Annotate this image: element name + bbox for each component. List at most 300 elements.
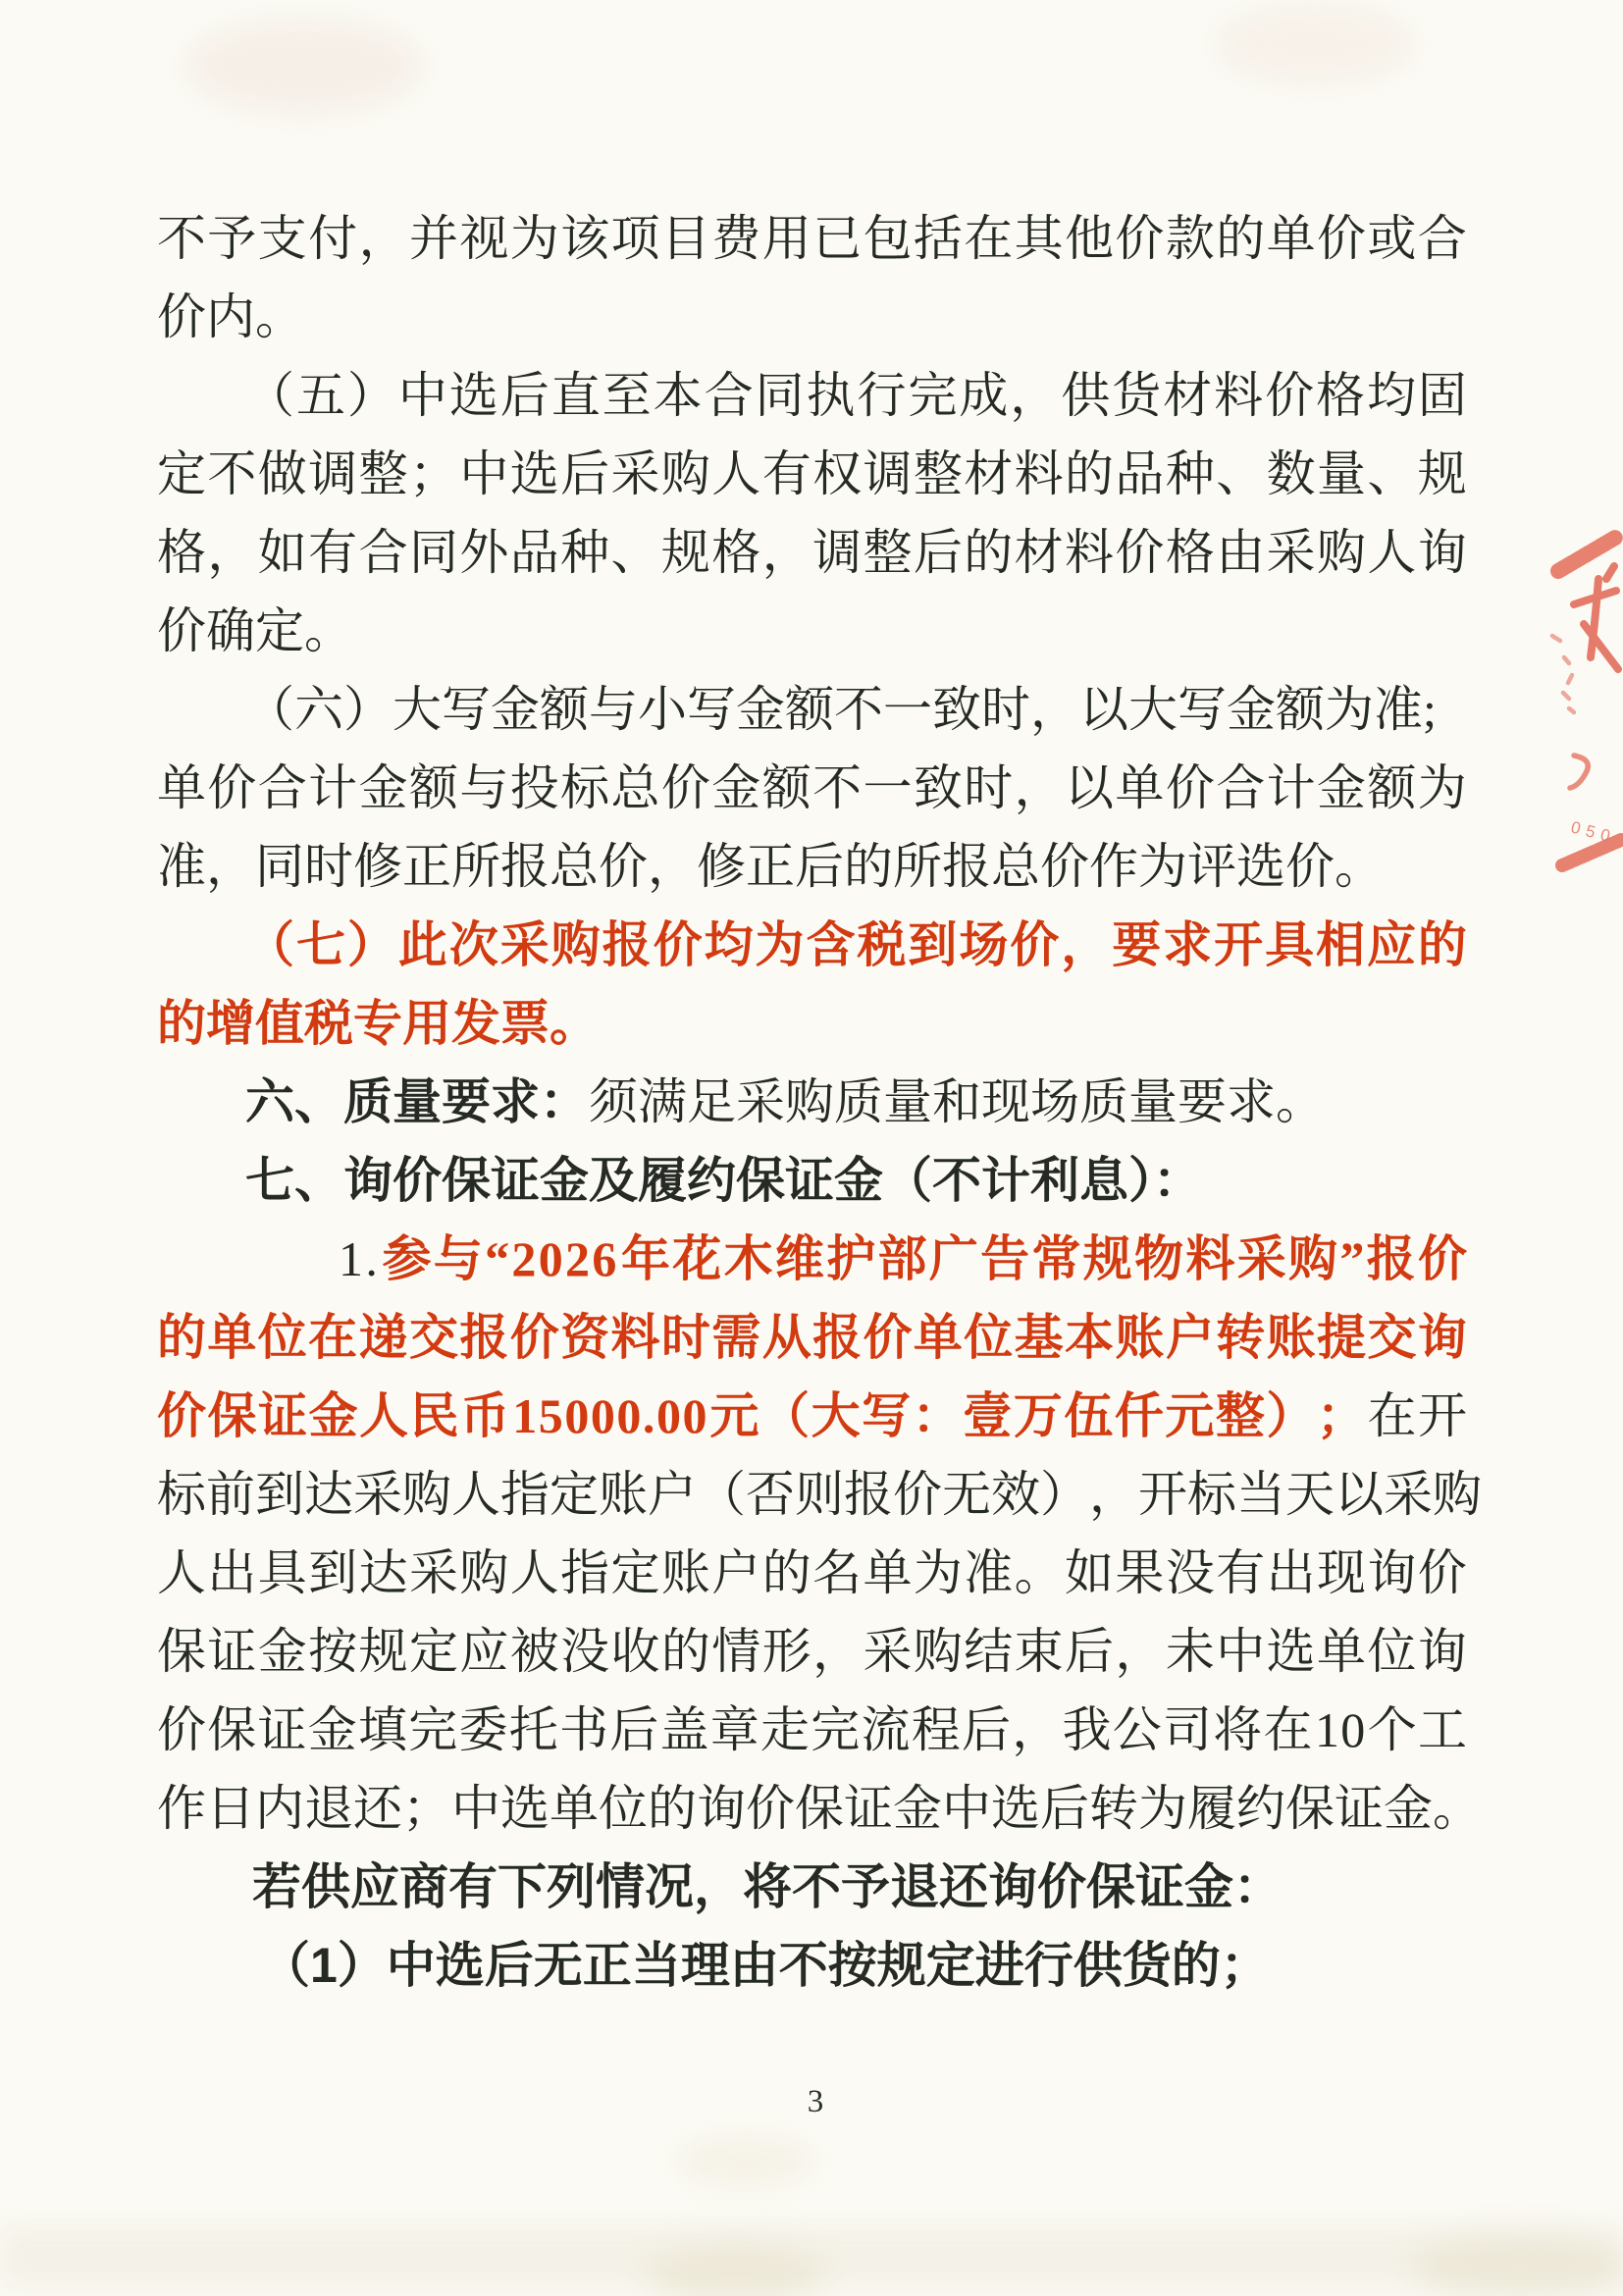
text-run: 到: [908, 917, 958, 972]
text-run: 料: [610, 1310, 660, 1365]
text-run: 的增值税专用发票。: [157, 996, 599, 1051]
text-line: [157, 1377, 1467, 1455]
document-lines: [157, 199, 1482, 2005]
text-run: 人: [509, 1545, 559, 1600]
text-run: 币: [460, 1388, 510, 1443]
text-run: 须满足采购质量和现场质量要求。: [589, 1074, 1325, 1129]
text-run: 流: [861, 1702, 911, 1757]
text-run: 收: [610, 1624, 660, 1679]
text-run: 中: [397, 368, 447, 423]
text-run: 前: [206, 1467, 255, 1522]
text-line: [157, 435, 1467, 513]
text-run: 书: [559, 1702, 608, 1757]
text-run: 位: [257, 1310, 307, 1365]
text-run: 次: [448, 917, 498, 972]
text-run: 准，同时修正所报总价，修正后的所报总价作为评选价。: [157, 839, 1384, 894]
text-line: [157, 1063, 1467, 1141]
text-run: 款: [1165, 211, 1215, 266]
text-run: 致: [913, 760, 963, 815]
text-run: 单: [1266, 211, 1316, 266]
text-run: 权: [812, 446, 863, 501]
text-run: 情: [711, 1624, 761, 1679]
text-run: 定: [610, 1545, 660, 1600]
text-run: 料: [1065, 525, 1115, 580]
text-run: 到: [255, 1467, 304, 1522]
text-run: 为: [1417, 760, 1467, 815]
text-run: .: [642, 1388, 655, 1443]
text-run: 0: [616, 1388, 642, 1443]
text-run: 价: [1265, 368, 1315, 423]
text-run: ”: [1339, 1231, 1365, 1286]
text-run: 做: [257, 446, 307, 501]
text-run: 天: [1285, 1467, 1335, 1522]
text-run: 采: [1384, 1467, 1433, 1522]
text-run: 有: [761, 446, 812, 501]
text-run: 报: [602, 917, 652, 972]
text-run: 采: [1236, 1231, 1286, 1286]
text-run: ）: [1040, 1467, 1089, 1522]
text-run: 采: [610, 446, 660, 501]
text-run: 采: [1266, 525, 1316, 580]
text-run: （: [697, 1467, 746, 1522]
text-line: [157, 592, 1467, 670]
text-run: 料: [1014, 446, 1064, 501]
text-run: 本: [653, 368, 703, 423]
text-run: 果: [1115, 1545, 1165, 1600]
text-run: 七、询价保证金及履约保证金（不计利息）：: [245, 1153, 1202, 1208]
scan-smudge-bottom-right: [1413, 2237, 1623, 2296]
text-run: 行: [857, 368, 907, 423]
text-run: 固: [1417, 368, 1467, 423]
text-run: 采: [353, 1467, 402, 1522]
text-run: 证: [258, 1388, 308, 1443]
text-run: 此: [397, 917, 447, 972]
text-run: 计: [1266, 760, 1316, 815]
text-run: 单: [913, 1310, 963, 1365]
text-run: 交: [1367, 1310, 1417, 1365]
text-run: 名: [812, 1545, 863, 1600]
text-run: 价: [509, 1310, 559, 1365]
text-run: 询: [1417, 1310, 1467, 1365]
text-run: 准: [964, 1545, 1014, 1600]
text-run: ，: [1061, 917, 1111, 972]
text-run: 有: [308, 525, 358, 580]
text-line: [157, 1769, 1482, 1848]
text-run: 证: [207, 1624, 257, 1679]
text-run: 材: [964, 446, 1014, 501]
text-run: 材: [1163, 368, 1213, 423]
text-run: 若供应商有下列情况，将不予退还询价保证金：: [252, 1859, 1283, 1914]
text-run: 填: [358, 1702, 407, 1757]
text-run: 的: [1065, 446, 1115, 501]
text-run: 由: [1216, 525, 1266, 580]
text-run: ，: [1012, 1702, 1062, 1757]
text-run: 价: [157, 1702, 206, 1757]
text-run: 价: [207, 760, 257, 815]
text-run: 七: [295, 917, 345, 972]
text-run: 提: [1316, 1310, 1366, 1365]
text-run: 价: [1165, 760, 1215, 815]
text-run: 金: [358, 760, 408, 815]
text-run: 元: [709, 1388, 759, 1443]
text-run: 公: [1112, 1702, 1162, 1757]
text-run: 出: [207, 1545, 257, 1600]
text-line: [157, 356, 1467, 435]
text-run: 、: [1367, 446, 1417, 501]
text-run: 作日内退还；中选单位的询价保证金中选后转为履约保证金。: [157, 1781, 1482, 1836]
text-run: ，: [1010, 368, 1060, 423]
text-run: 户: [648, 1467, 697, 1522]
text-run: ：: [912, 1388, 962, 1443]
text-run: 询: [1367, 1545, 1417, 1600]
text-run: 、: [1216, 446, 1266, 501]
text-run: .: [365, 1231, 378, 1286]
text-run: 出: [1266, 1545, 1316, 1600]
text-run: 写: [862, 1388, 912, 1443]
text-run: ，: [1014, 760, 1064, 815]
text-run: 时: [660, 1310, 710, 1365]
text-run: 合: [257, 760, 307, 815]
text-run: 购: [1288, 1231, 1337, 1286]
text-run: 额: [761, 760, 812, 815]
text-run: 的: [660, 1624, 710, 1679]
text-run: 中: [1216, 1624, 1266, 1679]
text-run: 个: [1367, 1702, 1417, 1757]
text-run: 应: [1366, 917, 1416, 972]
text-run: 外: [459, 525, 509, 580]
text-run: 户: [711, 1545, 761, 1600]
text-line: [157, 1926, 1467, 2005]
text-run: ）: [346, 368, 396, 423]
text-run: 6: [592, 1231, 617, 1286]
text-run: 章: [709, 1702, 759, 1757]
text-run: （六）大写金额与小写金额不一致时，以大写金额为准;: [245, 682, 1437, 737]
text-run: 人: [451, 1467, 500, 1522]
text-line: [157, 827, 1467, 906]
text-run: 告: [980, 1231, 1030, 1286]
text-run: 1: [512, 1388, 538, 1443]
text-line: [157, 513, 1467, 592]
page-number: 3: [807, 2084, 824, 2119]
text-run: 元: [1165, 1388, 1215, 1443]
text-line: [157, 1220, 1467, 1298]
text-run: 予: [207, 211, 257, 266]
text-run: 量: [1316, 446, 1366, 501]
text-line: [157, 1298, 1467, 1377]
text-run: 额: [408, 760, 458, 815]
text-run: 在: [1263, 1702, 1313, 1757]
text-run: 视: [459, 211, 509, 266]
text-run: 司: [1163, 1702, 1212, 1757]
text-run: 后: [609, 1702, 659, 1757]
text-run: 标: [1187, 1467, 1236, 1522]
text-line: [157, 199, 1467, 278]
text-run: 报: [1366, 1231, 1416, 1286]
text-run: 整: [913, 446, 963, 501]
text-run: 一: [863, 760, 913, 815]
text-run: 调: [812, 525, 863, 580]
text-run: 格: [1316, 368, 1366, 423]
text-run: 人: [157, 1545, 206, 1600]
text-run: 料: [1185, 1231, 1235, 1286]
text-run: 托: [508, 1702, 558, 1757]
text-run: （: [245, 917, 294, 972]
text-run: 括: [913, 211, 963, 266]
text-run: 被: [509, 1624, 559, 1679]
text-run: 维: [774, 1231, 824, 1286]
text-run: 伍: [1064, 1388, 1114, 1443]
text-run: 2: [565, 1231, 590, 1286]
text-run: 年: [620, 1231, 670, 1286]
text-run: 从: [761, 1310, 812, 1365]
text-line: [157, 1455, 1482, 1534]
text-run: ，: [1115, 1624, 1165, 1679]
text-run: 形: [761, 1624, 812, 1679]
text-run: 调: [308, 446, 358, 501]
text-run: 种: [1165, 446, 1215, 501]
text-run: 位: [964, 1310, 1014, 1365]
text-run: 在: [1367, 1388, 1417, 1443]
text-run: 要: [1112, 917, 1162, 972]
text-run: 购: [459, 1545, 509, 1600]
text-line: [157, 1848, 1467, 1926]
text-run: 付: [308, 211, 358, 266]
text-run: 单: [207, 1310, 257, 1365]
text-run: 合: [1417, 211, 1467, 266]
text-run: 数: [1266, 446, 1316, 501]
text-run: 费: [711, 211, 761, 266]
text-run: 均: [704, 917, 754, 972]
text-run: 同: [408, 525, 458, 580]
text-run: 开: [1214, 917, 1264, 972]
text-run: 直: [550, 368, 601, 423]
text-run: ；: [408, 446, 458, 501]
text-run: 采: [499, 917, 550, 972]
text-run: 采: [863, 1624, 913, 1679]
text-run: 标: [560, 760, 610, 815]
text-run: 价: [1115, 211, 1165, 266]
text-run: 价: [157, 1388, 206, 1443]
text-run: 料: [1214, 368, 1264, 423]
text-run: 总: [610, 760, 660, 815]
text-line: [157, 1612, 1467, 1691]
text-run: 金: [307, 1702, 357, 1757]
text-run: 购: [550, 917, 601, 972]
scan-smudge-top-left: [186, 20, 422, 113]
text-line: [157, 984, 1467, 1063]
text-run: 项: [610, 211, 660, 266]
text-run: 定: [550, 1467, 599, 1522]
text-run: 没: [560, 1624, 610, 1679]
text-run: 后: [913, 525, 963, 580]
text-run: 询: [1417, 1624, 1467, 1679]
text-run: 递: [358, 1310, 408, 1365]
text-run: 场: [959, 917, 1009, 972]
text-run: 价: [660, 760, 710, 815]
text-run: 后: [962, 1702, 1011, 1757]
text-run: 时: [964, 760, 1014, 815]
text-run: 保: [157, 1624, 206, 1679]
text-run: 含: [806, 917, 856, 972]
text-run: 后: [499, 368, 550, 423]
text-run: 货: [1112, 368, 1162, 423]
text-run: 成: [959, 368, 1009, 423]
stamp-character-strokes: [1574, 566, 1618, 669]
text-run: 金: [257, 1624, 307, 1679]
text-run: 价: [1115, 525, 1165, 580]
text-run: （: [245, 368, 294, 423]
text-run: 1: [1315, 1702, 1339, 1757]
text-run: 用: [761, 211, 812, 266]
text-run: ，: [358, 211, 408, 266]
text-run: 为: [913, 1545, 963, 1600]
text-run: 支: [257, 211, 307, 266]
text-run: 、: [610, 525, 660, 580]
text-run: 规: [660, 525, 710, 580]
text-run: 五: [295, 368, 345, 423]
text-run: 选: [509, 446, 559, 501]
text-run: 如: [1065, 1545, 1115, 1600]
text-run: 采: [408, 1545, 458, 1600]
text-run: 价: [1010, 917, 1060, 972]
text-run: 规: [1417, 446, 1467, 501]
text-run: 格: [711, 525, 761, 580]
text-run: 转: [1216, 1310, 1266, 1365]
text-run: ，: [812, 1624, 863, 1679]
scan-smudge-bottom-center: [677, 2139, 814, 2183]
text-run: （1）中选后无正当理由不按规定进行供货的；: [261, 1938, 1270, 1993]
text-run: 报: [812, 1310, 863, 1365]
text-run: 至: [602, 368, 652, 423]
text-run: 完: [811, 1702, 861, 1757]
text-run: 人: [359, 1388, 409, 1443]
text-run: 价内。: [157, 289, 304, 344]
text-line: [157, 906, 1467, 984]
text-run: 基: [1014, 1310, 1064, 1365]
text-run: 或: [1367, 211, 1417, 266]
text-run: 格: [1165, 525, 1215, 580]
text-run: 目: [660, 211, 710, 266]
text-run: 工: [1418, 1702, 1467, 1757]
stamp-curved-stroke: [1570, 756, 1588, 788]
text-run: 账: [1115, 1310, 1165, 1365]
text-run: 合: [358, 525, 408, 580]
text-run: 效: [991, 1467, 1040, 1522]
text-run: 完: [908, 368, 958, 423]
text-run: 2: [511, 1231, 537, 1286]
text-line: [157, 1534, 1467, 1612]
text-run: 为: [755, 917, 805, 972]
text-run: 0: [564, 1388, 590, 1443]
text-run: 定: [408, 1624, 458, 1679]
text-run: 整: [1215, 1388, 1265, 1443]
text-run: 与: [459, 760, 509, 815]
text-run: 位: [1367, 1624, 1417, 1679]
text-run: 否: [746, 1467, 795, 1522]
text-run: 格: [157, 525, 206, 580]
text-run: 求: [1163, 917, 1213, 972]
text-run: 指: [500, 1467, 550, 1522]
text-run: 常: [1031, 1231, 1081, 1286]
text-run: 0: [590, 1388, 615, 1443]
text-run: ，: [1089, 1467, 1138, 1522]
text-run: 价: [1316, 211, 1366, 266]
text-run: 品: [1115, 446, 1165, 501]
text-run: 部: [877, 1231, 927, 1286]
text-run: 不: [157, 211, 206, 266]
text-run: 指: [560, 1545, 610, 1600]
text-run: 中: [459, 446, 509, 501]
text-run: 整: [863, 525, 913, 580]
text-run: 保: [207, 1388, 257, 1443]
text-run: 1: [339, 1231, 363, 1286]
text-run: 标: [157, 1467, 206, 1522]
text-run: 完: [408, 1702, 458, 1757]
text-run: 后: [1065, 1624, 1115, 1679]
text-run: 购: [913, 1624, 963, 1679]
text-run: 税: [857, 917, 907, 972]
text-run: 材: [1014, 525, 1064, 580]
text-run: 单: [1316, 1624, 1366, 1679]
text-run: 。: [1014, 1545, 1064, 1600]
text-run: 木: [723, 1231, 773, 1286]
text-run: 调: [863, 446, 913, 501]
text-run: ）: [346, 917, 396, 972]
text-run: 价确定。: [157, 603, 353, 658]
text-run: 的: [1216, 211, 1266, 266]
text-run: 计: [308, 760, 358, 815]
text-run: 购: [1433, 1467, 1482, 1522]
text-run: 盖: [659, 1702, 709, 1757]
text-line: [157, 670, 1467, 749]
text-run: 户: [1165, 1310, 1215, 1365]
text-run: 大: [811, 1388, 861, 1443]
text-run: 的: [157, 1310, 206, 1365]
text-run: 具: [257, 1545, 307, 1600]
text-run: 资: [560, 1310, 610, 1365]
text-run: 0: [1340, 1702, 1366, 1757]
text-run: “: [485, 1231, 510, 1286]
text-run: 开: [1417, 1388, 1467, 1443]
text-run: 并: [408, 211, 458, 266]
text-run: 的: [761, 1545, 812, 1600]
text-run: 按: [308, 1624, 358, 1679]
text-run: 广: [928, 1231, 978, 1286]
text-run: 护: [826, 1231, 876, 1286]
text-line: [157, 278, 1467, 356]
text-run: 花: [672, 1231, 722, 1286]
text-run: 均: [1366, 368, 1416, 423]
text-run: 在: [964, 211, 1014, 266]
text-run: 账: [660, 1545, 710, 1600]
text-run: 选: [1266, 1624, 1316, 1679]
text-run: 参: [382, 1231, 432, 1286]
text-run: 六、质量要求：: [245, 1074, 589, 1129]
text-run: 单: [1115, 760, 1165, 815]
text-run: 具: [1265, 917, 1315, 972]
text-run: 在: [308, 1310, 358, 1365]
text-run: 不: [207, 446, 257, 501]
text-run: 达: [358, 1545, 408, 1600]
text-run: 包: [863, 211, 913, 266]
text-run: 以: [1065, 760, 1115, 815]
text-run: 应: [459, 1624, 509, 1679]
text-run: ；: [1316, 1388, 1366, 1443]
text-run: 需: [711, 1310, 761, 1365]
text-run: 相: [1316, 917, 1366, 972]
text-run: 我: [1062, 1702, 1112, 1757]
text-run: 物: [1134, 1231, 1184, 1286]
